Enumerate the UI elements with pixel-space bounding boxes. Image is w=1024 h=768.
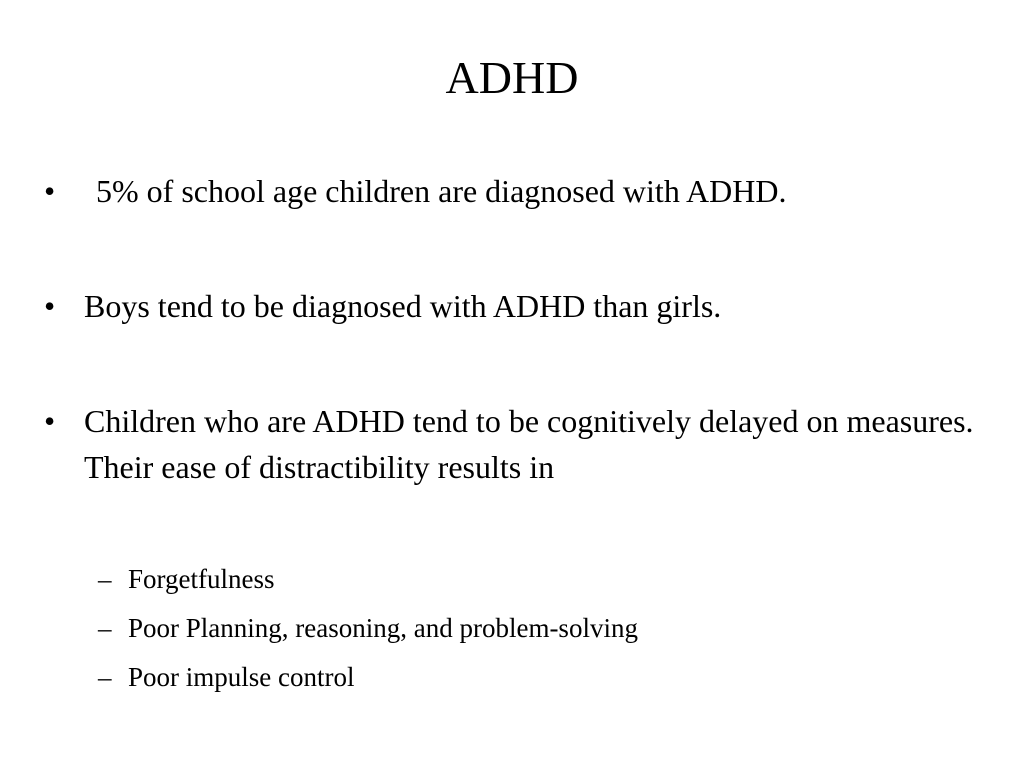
bullet-marker: • [44,173,56,209]
slide-title: ADHD [445,52,579,103]
bullet-item [44,283,994,329]
bullet-marker: • [44,288,56,324]
sub-bullet-text: Poor Planning, reasoning, and problem-solving [128,613,638,643]
bullet-marker: • [44,403,56,439]
sub-bullet-text: Forgetfulness [128,564,275,594]
sub-bullet-item [98,659,978,695]
sub-bullet-item [98,561,978,597]
sub-bullet-text: Poor impulse control [128,662,355,692]
sub-bullet-item [98,610,978,646]
sub-bullet-marker: – [98,662,112,692]
bullet-item [44,168,994,214]
bullet-text: Boys tend to be diagnosed with ADHD than girls. [84,288,722,324]
bullet-text: 5% of school age children are diagnosed with ADHD. [96,173,787,209]
bullet-item [44,398,994,490]
bullet-text: Children who are ADHD tend to be cognitively delayed on measures. Their ease of distractibility results in [84,403,974,485]
sub-bullet-marker: – [98,613,112,643]
sub-bullet-marker: – [98,564,112,594]
